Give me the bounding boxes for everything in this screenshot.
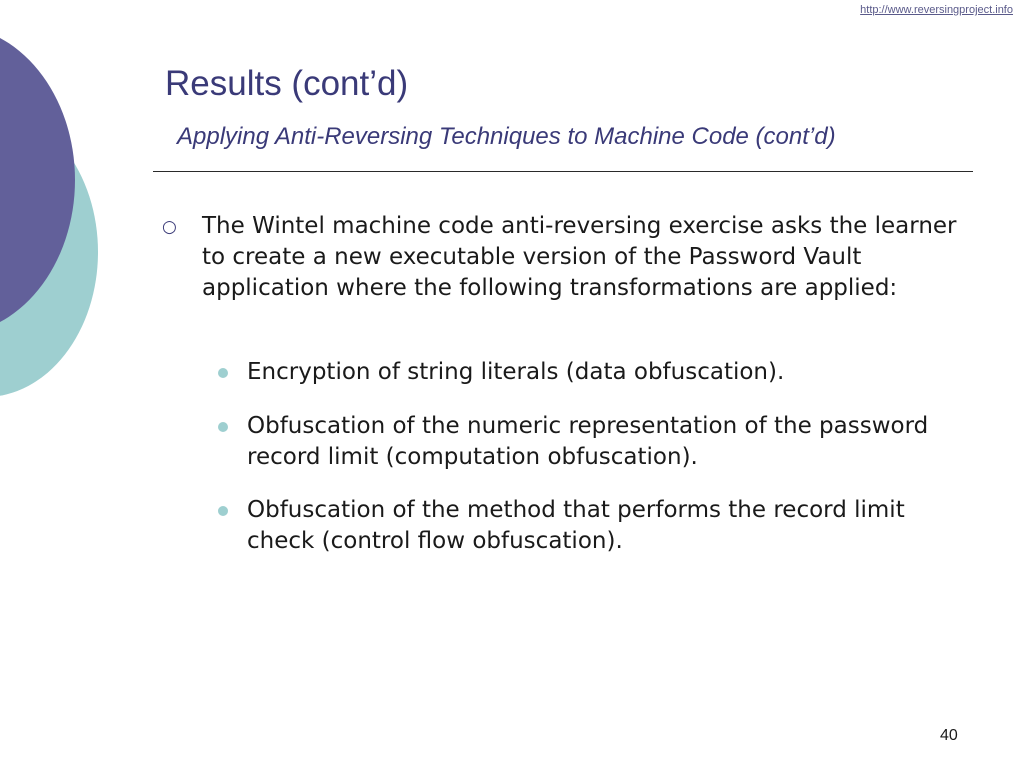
website-link[interactable]: http://www.reversingproject.info [860, 4, 1013, 16]
title-divider [153, 171, 973, 172]
dot-bullet-icon [218, 368, 228, 378]
sub-bullet-text: Encryption of string literals (data obfuscation). [247, 359, 785, 385]
slide-title: Results (cont’d) [165, 64, 409, 103]
page-number: 40 [940, 727, 958, 744]
slide-subtitle: Applying Anti-Reversing Techniques to Machine Code (cont’d) [177, 123, 836, 150]
decorative-circles [0, 0, 120, 420]
dot-bullet-icon [218, 422, 228, 432]
dot-bullet-icon [218, 506, 228, 516]
sub-bullet-text: Obfuscation of the method that performs the record limit check (control flow obfuscation). [247, 497, 905, 554]
hollow-circle-bullet-icon: ○ [162, 217, 177, 237]
sub-bullet-text: Obfuscation of the numeric representation of the password record limit (computation obfuscation). [247, 413, 929, 470]
main-bullet-text: The Wintel machine code anti-reversing exercise asks the learner to create a new executable version of the Password Vault application where the following transformations are applied: [202, 213, 957, 301]
